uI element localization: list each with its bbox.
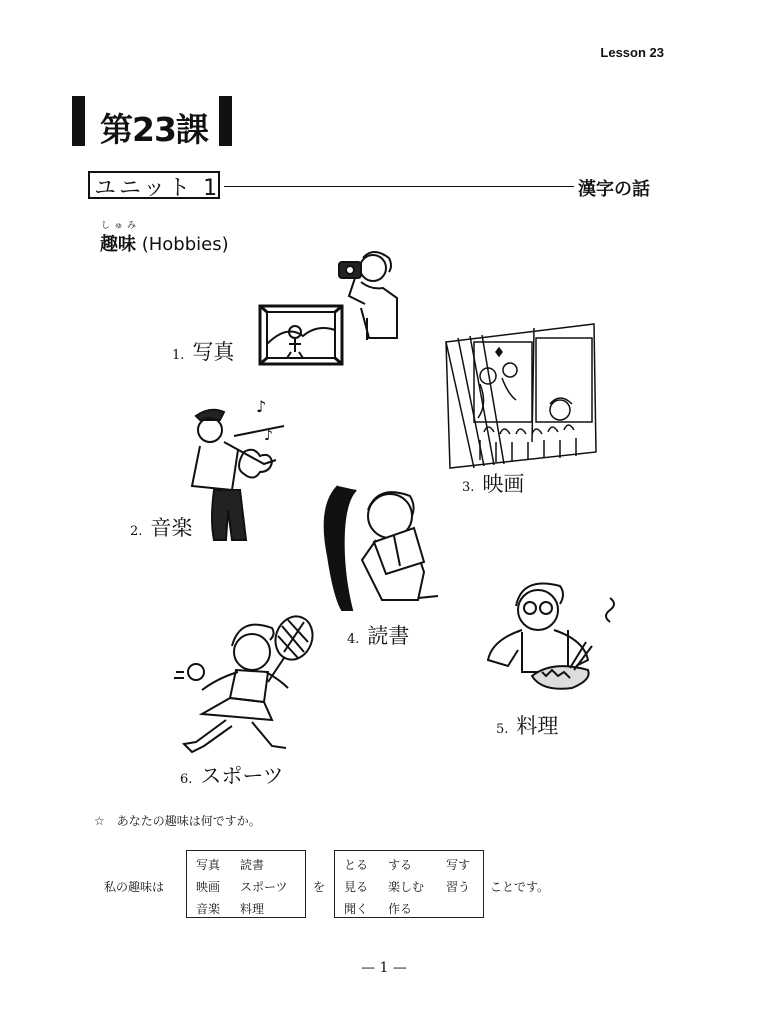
hobby-number: 5. (496, 722, 509, 737)
hobby-number: 4. (347, 632, 360, 647)
movie-theater-icon (444, 322, 602, 470)
hobby-caption-6 (180, 760, 284, 790)
title-bar-right (219, 96, 232, 146)
hobby-label: 料理 (516, 714, 559, 738)
hobby-caption-4 (347, 620, 409, 650)
hobby-label: 写真 (192, 340, 235, 364)
unit-label: ユニット 1 (94, 176, 221, 201)
hobby-caption-5 (496, 710, 558, 740)
hobby-label: 音楽 (150, 516, 193, 540)
lesson-label: Lesson 23 (600, 45, 664, 60)
question (94, 812, 261, 829)
chapter-title: 第23課 (100, 110, 208, 149)
cooking-pan-icon (482, 572, 626, 704)
verb-cell: 習う (446, 880, 471, 894)
furigana: しゅみ (101, 221, 141, 231)
star-icon: ☆ (94, 814, 105, 828)
verb-cell: 楽しむ (388, 880, 425, 894)
photo-camera-icon (255, 248, 415, 373)
verb-cell: する (388, 858, 413, 872)
title-bar-left (72, 96, 85, 146)
verb-cell: 聞く (344, 902, 369, 916)
noun-cell: 読書 (240, 858, 265, 872)
verb-cell: とる (344, 858, 369, 872)
noun-cell: 音楽 (196, 902, 221, 916)
heading-kanji: 趣味 (100, 234, 136, 255)
noun-cell: 写真 (196, 858, 221, 872)
noun-cell: スポーツ (240, 880, 288, 894)
hobby-label: 映画 (482, 472, 525, 496)
hobby-caption-2 (130, 512, 192, 542)
heading-english: (Hobbies) (141, 234, 229, 255)
noun-cell: 映画 (196, 880, 221, 894)
hobby-label: 読書 (367, 624, 410, 648)
sentence-prefix: 私の趣味は (104, 880, 165, 894)
svg-text:♪: ♪ (256, 397, 267, 416)
sentence-suffix: ことです。 (490, 880, 550, 894)
svg-text:♪: ♪ (264, 428, 273, 444)
tennis-racket-icon (170, 612, 320, 758)
page-number: — 1 — (361, 960, 407, 976)
verb-cell: 見る (344, 880, 369, 894)
noun-cell: 料理 (240, 902, 265, 916)
verb-cell: 写す (446, 858, 471, 872)
hobby-caption-3 (462, 468, 524, 498)
reading-book-icon (320, 480, 446, 614)
hobby-number: 6. (180, 772, 193, 787)
hobby-label: スポーツ (200, 764, 284, 788)
unit-topic: 漢字の話 (578, 179, 650, 200)
question-text: あなたの趣味は何ですか。 (116, 814, 261, 828)
sentence-particle: を (313, 880, 326, 894)
hobby-number: 3. (462, 480, 475, 495)
unit-rule (224, 186, 574, 187)
hobby-caption-1 (172, 336, 234, 366)
section-heading (100, 230, 229, 256)
verb-cell: 作る (388, 902, 413, 916)
hobby-number: 1. (172, 348, 185, 363)
violin-icon (184, 396, 296, 552)
hobby-number: 2. (130, 524, 143, 539)
